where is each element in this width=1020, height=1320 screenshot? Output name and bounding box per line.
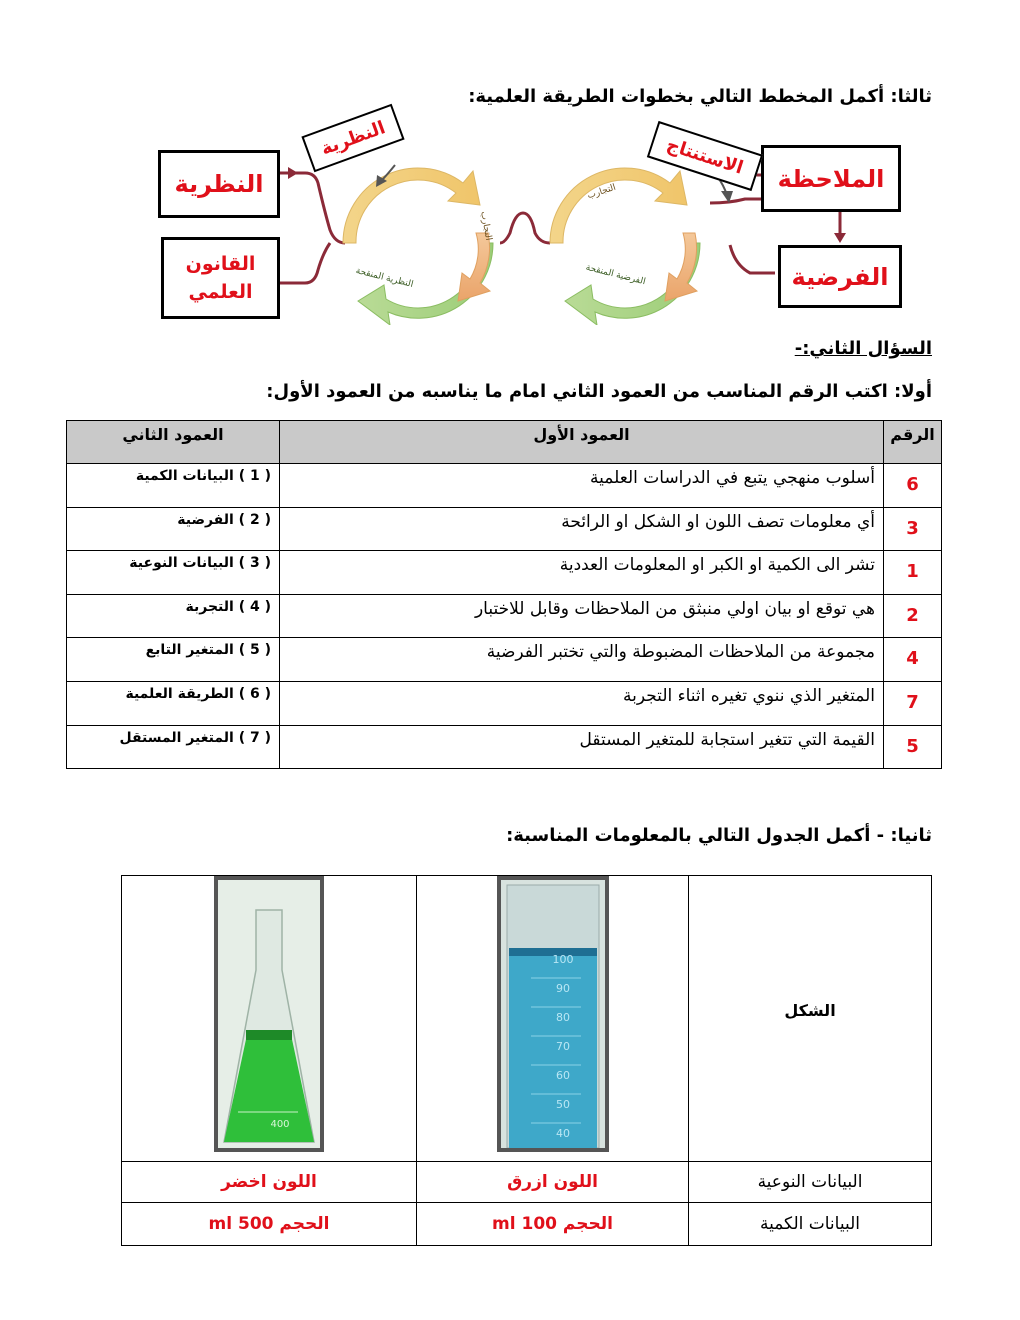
flask-image bbox=[214, 876, 324, 1152]
cyl-mark-60: 60 bbox=[555, 1069, 570, 1082]
cylinder-qualitative-answer: اللون ازرق bbox=[417, 1162, 689, 1203]
cyl-mark-100: 100 bbox=[552, 953, 573, 966]
cylinder-cell bbox=[417, 876, 689, 1162]
theory-tag-label: النظرية bbox=[318, 116, 388, 160]
graduated-cylinder-graphic bbox=[501, 880, 605, 1148]
section3-title: ثالثا: أكمل المخطط التالي بخطوات الطريقة العلمية: bbox=[468, 86, 932, 107]
row-col2: ( 1 ) البيانات الكمية bbox=[67, 464, 280, 508]
graduated-cylinder-image bbox=[497, 876, 609, 1152]
row-col2: ( 7 ) المتغير المستقل bbox=[67, 725, 280, 769]
flask-graphic bbox=[218, 880, 320, 1148]
table-row bbox=[67, 464, 942, 508]
row-number: 7 bbox=[884, 681, 942, 725]
theory-box-label: النظرية bbox=[174, 170, 264, 198]
hypothesis-box-label: الفرضية bbox=[791, 262, 889, 291]
question2-title: السؤال الثاني:- bbox=[794, 338, 932, 359]
flask-qualitative-answer: اللون اخضر bbox=[122, 1162, 417, 1203]
row-number: 4 bbox=[884, 638, 942, 682]
observation-box-label: الملاحظة bbox=[777, 164, 885, 193]
header-col1: العمود الأول bbox=[280, 421, 884, 464]
row-col2: ( 2 ) الفرضية bbox=[67, 507, 280, 551]
row-number: 3 bbox=[884, 507, 942, 551]
flask-quantitative-answer: الحجم 500 ml bbox=[122, 1203, 417, 1246]
row-col1: أسلوب منهجي يتبع في الدراسات العلمية bbox=[280, 464, 884, 508]
row-col1: القيمة التي تتغير استجابة للمتغير المستقل bbox=[280, 725, 884, 769]
row-col2: ( 3 ) البيانات النوعية bbox=[67, 551, 280, 595]
qualitative-label: البيانات النوعية bbox=[689, 1162, 932, 1203]
row-number: 5 bbox=[884, 725, 942, 769]
header-num: الرقم bbox=[884, 421, 942, 464]
table-row bbox=[67, 725, 942, 769]
table-row bbox=[67, 594, 942, 638]
table-row bbox=[67, 681, 942, 725]
cycle-label-right-bottom: الفرضية المنقحة bbox=[584, 262, 647, 288]
matching-header-row bbox=[67, 421, 942, 464]
quantitative-row bbox=[122, 1203, 932, 1246]
flask-mark-400: 400 bbox=[270, 1119, 290, 1130]
row-number: 2 bbox=[884, 594, 942, 638]
part1-title: أولا: اكتب الرقم المناسب من العمود الثاني امام ما يناسبه من العمود الأول: bbox=[266, 381, 932, 402]
row-col1: المتغير الذي ننوي تغيره اثناء التجربة bbox=[280, 681, 884, 725]
cylinder-quantitative-answer: الحجم 100 ml bbox=[417, 1203, 689, 1246]
data-types-table bbox=[121, 875, 932, 1246]
observation-box bbox=[761, 145, 901, 212]
scientific-law-box bbox=[161, 237, 280, 319]
cyl-mark-40: 40 bbox=[555, 1127, 570, 1140]
cycle-label-left-side: التجارب bbox=[478, 210, 494, 242]
row-col1: مجموعة من الملاحظات المضبوطة والتي تختبر الفرضية bbox=[280, 638, 884, 682]
row-col2: ( 5 ) المتغير التابع bbox=[67, 638, 280, 682]
matching-table bbox=[66, 420, 942, 769]
law-line2: العلمي bbox=[188, 281, 253, 303]
cyl-mark-80: 80 bbox=[555, 1011, 570, 1024]
cyl-mark-50: 50 bbox=[555, 1098, 570, 1111]
row-col2: ( 6 ) الطريقة العلمية bbox=[67, 681, 280, 725]
row-number: 6 bbox=[884, 464, 942, 508]
row-col1: هي توقع او بيان اولي منبثق من الملاحظات وقابل للاختبار bbox=[280, 594, 884, 638]
row-col1: أي معلومات تصف اللون او الشكل او الرائحة bbox=[280, 507, 884, 551]
shape-row bbox=[122, 876, 932, 1162]
table-row bbox=[67, 551, 942, 595]
cyl-mark-90: 90 bbox=[555, 982, 570, 995]
cyl-mark-70: 70 bbox=[555, 1040, 570, 1053]
quantitative-label: البيانات الكمية bbox=[689, 1203, 932, 1246]
flask-cell bbox=[122, 876, 417, 1162]
table-row bbox=[67, 507, 942, 551]
row-col1: تشر الى الكمية او الكبر او المعلومات العددية bbox=[280, 551, 884, 595]
hypothesis-box bbox=[778, 245, 902, 308]
header-col2: العمود الثاني bbox=[67, 421, 280, 464]
row-number: 1 bbox=[884, 551, 942, 595]
row-col2: ( 4 ) التجربة bbox=[67, 594, 280, 638]
law-line1: القانون bbox=[185, 252, 256, 275]
scientific-method-diagram bbox=[155, 95, 905, 325]
qualitative-row bbox=[122, 1162, 932, 1203]
theory-box bbox=[158, 150, 280, 218]
part2-title: ثانيا: - أكمل الجدول التالي بالمعلومات المناسبة: bbox=[506, 825, 932, 846]
cycle-label-left-bottom: النظرية المنقحة bbox=[354, 266, 415, 290]
shape-label: الشكل bbox=[689, 876, 932, 1162]
cycle-label-right-top: التجارب bbox=[586, 182, 618, 202]
conclusion-tag-label: الاستنتاج bbox=[664, 133, 746, 179]
table-row bbox=[67, 638, 942, 682]
